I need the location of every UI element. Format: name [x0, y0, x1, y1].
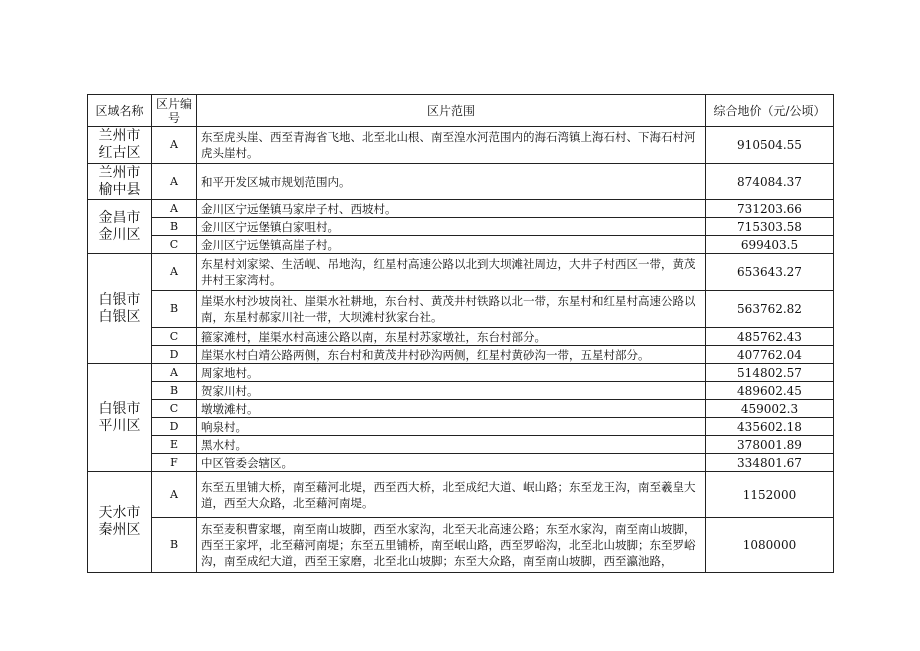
- scope-cell: 中区管委会辖区。: [197, 454, 706, 472]
- price-cell: 435602.18: [706, 418, 834, 436]
- price-cell: 489602.45: [706, 382, 834, 400]
- price-cell: 459002.3: [706, 400, 834, 418]
- price-cell: 715303.58: [706, 218, 834, 236]
- price-cell: 378001.89: [706, 436, 834, 454]
- price-cell: 653643.27: [706, 254, 834, 291]
- scope-cell: 金川区宁远堡镇白家咀村。: [197, 218, 706, 236]
- region-cell: 白银市白银区: [88, 254, 152, 364]
- price-cell: 1152000: [706, 472, 834, 518]
- table-row: [88, 454, 834, 472]
- scope-cell: 周家地村。: [197, 364, 706, 382]
- code-cell: D: [152, 346, 197, 364]
- table-row: [88, 346, 834, 364]
- scope-cell: 金川区宁远堡镇马家岸子村、西坡村。: [197, 200, 706, 218]
- header-code: 区片编号: [152, 95, 197, 127]
- table-row: [88, 236, 834, 254]
- region-cell: 天水市秦州区: [88, 472, 152, 573]
- code-cell: A: [152, 254, 197, 291]
- table-row: [88, 254, 834, 291]
- region-cell: 兰州市红古区: [88, 127, 152, 164]
- code-cell: B: [152, 382, 197, 400]
- code-cell: B: [152, 518, 197, 573]
- code-cell: F: [152, 454, 197, 472]
- header-price: 综合地价（元/公顷）: [706, 95, 834, 127]
- header-scope: 区片范围: [197, 95, 706, 127]
- table-row: [88, 200, 834, 218]
- scope-cell: 崖渠水村沙坡岗社、崖渠水社耕地，东台村、黄茂井村铁路以北一带，东星村和红星村高速公路以南，东星村郝家川社一带，大坝滩村狄家台社。: [197, 291, 706, 328]
- price-cell: 334801.67: [706, 454, 834, 472]
- table-row: [88, 400, 834, 418]
- code-cell: A: [152, 164, 197, 200]
- table-row: [88, 364, 834, 382]
- price-cell: 514802.57: [706, 364, 834, 382]
- code-cell: A: [152, 200, 197, 218]
- code-cell: C: [152, 400, 197, 418]
- scope-cell: 东至麦积曹家堰，南至南山坡脚，西至水家沟，北至天北高速公路；东至水家沟，南至南山坡脚，西至王家坪，北至藉河南堤；东至五里铺桥，南至岷山路，西至罗峪沟，北至北山坡脚；东至罗峪沟，南至成纪大道，西至王家磨，北至北山坡脚；东至大众路，南至南山坡脚，西至瀛池路，: [197, 518, 706, 573]
- price-cell: 910504.55: [706, 127, 834, 164]
- scope-cell: 黑水村。: [197, 436, 706, 454]
- price-cell: 731203.66: [706, 200, 834, 218]
- code-cell: A: [152, 364, 197, 382]
- table-row: [88, 472, 834, 518]
- table-row: [88, 164, 834, 200]
- code-cell: C: [152, 328, 197, 346]
- table-row: [88, 382, 834, 400]
- table-row: [88, 291, 834, 328]
- table-row: [88, 127, 834, 164]
- code-cell: C: [152, 236, 197, 254]
- price-cell: 699403.5: [706, 236, 834, 254]
- code-cell: A: [152, 127, 197, 164]
- table-row: [88, 436, 834, 454]
- code-cell: D: [152, 418, 197, 436]
- scope-cell: 贺家川村。: [197, 382, 706, 400]
- table-row: [88, 418, 834, 436]
- scope-cell: 箍家滩村，崖渠水村高速公路以南，东星村苏家墩社，东台村部分。: [197, 328, 706, 346]
- table-row: [88, 518, 834, 573]
- price-cell: 874084.37: [706, 164, 834, 200]
- scope-cell: 墩墩滩村。: [197, 400, 706, 418]
- scope-cell: 东至五里铺大桥，南至藉河北堤，西至西大桥，北至成纪大道、岷山路；东至龙王沟，南至羲皇大道，西至大众路，北至藉河南堤。: [197, 472, 706, 518]
- price-cell: 485762.43: [706, 328, 834, 346]
- land-price-table: [87, 94, 834, 573]
- region-cell: 兰州市榆中县: [88, 164, 152, 200]
- region-cell: 白银市平川区: [88, 364, 152, 472]
- code-cell: A: [152, 472, 197, 518]
- table-row: [88, 328, 834, 346]
- region-cell: 金昌市金川区: [88, 200, 152, 254]
- table-row: [88, 218, 834, 236]
- price-cell: 407762.04: [706, 346, 834, 364]
- code-cell: B: [152, 291, 197, 328]
- scope-cell: 金川区宁远堡镇高崖子村。: [197, 236, 706, 254]
- header-region: 区域名称: [88, 95, 152, 127]
- scope-cell: 崖渠水村白靖公路两侧，东台村和黄茂井村砂沟两侧，红星村黄砂沟一带，五星村部分。: [197, 346, 706, 364]
- code-cell: B: [152, 218, 197, 236]
- scope-cell: 和平开发区城市规划范围内。: [197, 164, 706, 200]
- scope-cell: 响泉村。: [197, 418, 706, 436]
- code-cell: E: [152, 436, 197, 454]
- scope-cell: 东星村刘家梁、生活岘、吊地沟，红星村高速公路以北到大坝滩社周边，大井子村西区一带，黄茂井村王家湾村。: [197, 254, 706, 291]
- header-row: [88, 95, 834, 127]
- price-cell: 1080000: [706, 518, 834, 573]
- price-cell: 563762.82: [706, 291, 834, 328]
- scope-cell: 东至虎头崖、西至青海省飞地、北至北山根、南至湟水河范围内的海石湾镇上海石村、下海石村河虎头崖村。: [197, 127, 706, 164]
